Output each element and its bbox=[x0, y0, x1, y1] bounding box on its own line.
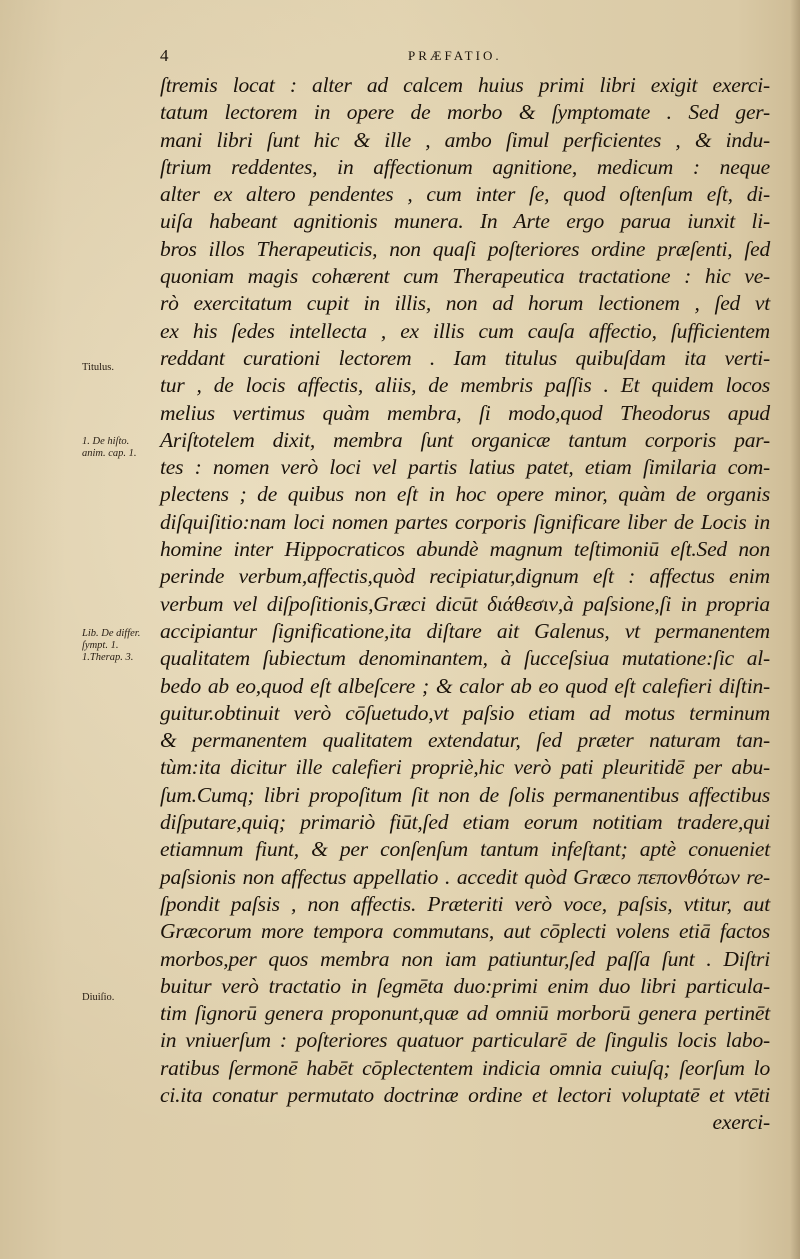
text-line: paſsionis non affectus appellatio . accedit quòd Græco πεπονθότων re- bbox=[160, 864, 770, 889]
margin-note-differ-sympt: Lib. De differ. ſympt. 1. 1.Therap. 3. bbox=[82, 628, 141, 663]
catchword: exerci- bbox=[712, 1110, 770, 1135]
text-line: uiſa habeant agnitionis munera. In Arte ergo parua iunxit li- bbox=[160, 209, 770, 234]
text-line: Græcorum more tempora commutans, aut cōplecti volens etiā factos bbox=[160, 919, 770, 944]
text-line: tatum lectorem in opere de morbo & ſymptomate . Sed ger- bbox=[160, 100, 770, 125]
text-line: in vniuerſum : poſteriores quatuor particularē de ſingulis locis labo- bbox=[160, 1028, 770, 1053]
text-line: qualitatem ſubiectum denominantem, à ſucceſsiua mutatione:ſic al- bbox=[160, 646, 770, 671]
text-line: tur , de locis affectis, aliis, de membris paſſis . Et quidem locos bbox=[160, 373, 770, 398]
text-line: Ariſtotelem dixit, membra ſunt organicæ tantum corporis par- bbox=[160, 427, 770, 452]
text-line: reddant curationi lectorem . Iam titulus quibuſdam ita verti- bbox=[160, 345, 770, 370]
text-line: verbum vel diſpoſitionis,Græci dicūt διάθεσιν,à paſsione,ſi in propria bbox=[160, 591, 770, 616]
text-line: etiamnum fiunt, & per conſenſum tantum infeſtant; aptè conueniet bbox=[160, 837, 770, 862]
text-line: bros illos Therapeuticis, non quaſi poſteriores ordine præſenti, ſed bbox=[160, 236, 770, 261]
text-line: ſum.Cumq; libri propoſitum ſit non de ſolis permanentibus affectibus bbox=[160, 782, 770, 807]
text-line: diſputare,quiq; primariò fiūt,ſed etiam eorum notitiam tradere,qui bbox=[160, 810, 770, 835]
text-line: diſquiſitio:nam loci nomen partes corporis ſignificare liber de Locis in bbox=[160, 509, 770, 534]
text-line: alter ex altero pendentes , cum inter ſe, quod oſtenſum eſt, di- bbox=[160, 182, 770, 207]
text-line: homine inter Hippocraticos abundè magnum teſtimoniū eſt.Sed non bbox=[160, 537, 770, 562]
text-line: ſtrium reddentes, in affectionum agnitione, medicum : neque bbox=[160, 154, 770, 179]
text-line: tim ſignorū genera proponunt,quæ ad omniū morborū genera pertinēt bbox=[160, 1001, 770, 1026]
text-line: bedo ab eo,quod eſt albeſcere ; & calor ab eo quod eſt calefieri diſtin- bbox=[160, 673, 770, 698]
margin-note-diuisio: Diuiſio. bbox=[82, 992, 115, 1003]
text-line: mani libri ſunt hic & ille , ambo ſimul perficientes , & indu- bbox=[160, 127, 770, 152]
text-line: tes : nomen verò loci vel partis latius patet, etiam ſimilaria com- bbox=[160, 455, 770, 480]
text-line: tùm:ita dicitur ille calefieri propriè,hic verò pati pleuritidē per abu- bbox=[160, 755, 770, 780]
text-line: melius vertimus quàm membra, ſi modo,quod Theodorus apud bbox=[160, 400, 770, 425]
text-line: perinde verbum,affectis,quòd recipiatur,dignum eſt : affectus enim bbox=[160, 564, 770, 589]
text-line: ci.ita conatur permutato doctrinæ ordine et lectori voluptatē et vtēti bbox=[160, 1082, 770, 1107]
text-line: ſtremis locat : alter ad calcem huius primi libri exigit exerci- bbox=[160, 73, 770, 97]
text-line: morbos,per quos membra non iam patiuntur,ſed paſſa ſunt . Diſtri bbox=[160, 946, 770, 971]
text-line: ſpondit paſsis , non affectis. Præteriti verò voce, paſsis, vtitur, aut bbox=[160, 891, 770, 916]
margin-note-hist-anim: 1. De hiſto. anim. cap. 1. bbox=[82, 436, 137, 459]
text-line: accipiantur ſignificatione,ita diſtare ait Galenus, vt permanentem bbox=[160, 618, 770, 643]
text-line: plectens ; de quibus non eſt in hoc opere minor, quàm de organis bbox=[160, 482, 770, 507]
page-number: 4 bbox=[160, 46, 169, 65]
text-line: ratibus ſermonē habēt cōplectentem indicia omnia cuiuſq; ſeorſum lo bbox=[160, 1055, 770, 1080]
body-text bbox=[160, 72, 770, 1137]
text-line: & permanentem qualitatem extendatur, ſed præter naturam tan- bbox=[160, 728, 770, 753]
text-line: buitur verò tractatio in ſegmēta duo:primi enim duo libri particula- bbox=[160, 973, 770, 998]
text-line: guitur.obtinuit verò cōſuetudo,vt paſsio etiam ad motus terminum bbox=[160, 700, 770, 725]
text-line: rò exercitatum cupit in illis, non ad horum lectionem , ſed vt bbox=[160, 291, 770, 316]
running-title: PRÆFATIO. bbox=[408, 48, 502, 63]
text-line: quoniam magis cohærent cum Therapeutica tractatione : hic ve- bbox=[160, 264, 770, 289]
page-edge-shadow bbox=[790, 0, 800, 1259]
page-header bbox=[160, 42, 760, 66]
text-line: ex his ſedes intellecta , ex illis cum cauſa affectio, ſufficientem bbox=[160, 318, 770, 343]
margin-note-titulus: Titulus. bbox=[82, 362, 115, 373]
